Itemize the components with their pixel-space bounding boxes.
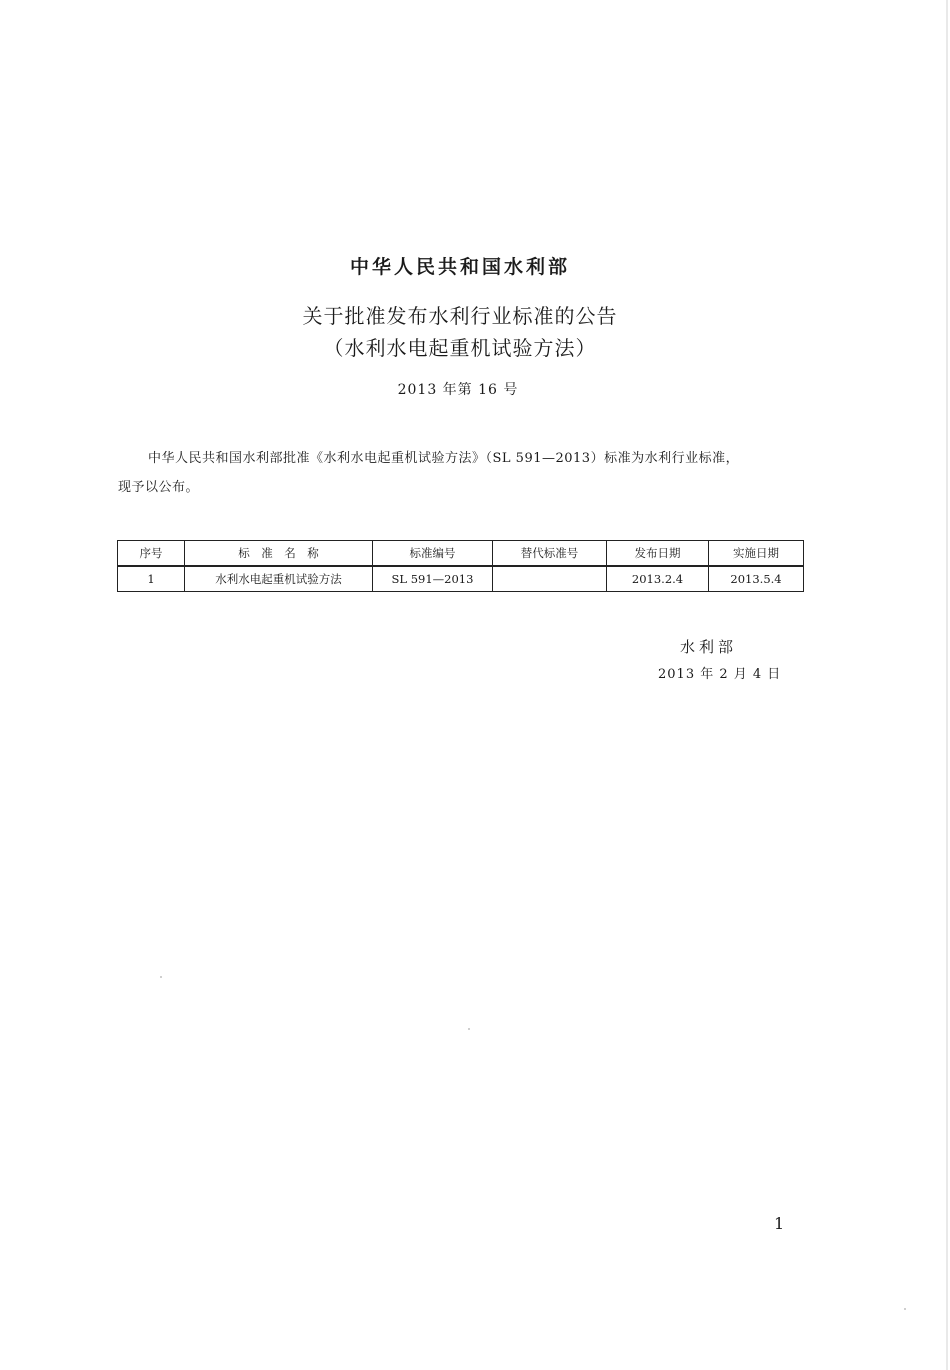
header-cell-replaced: 替代标准号 [493, 541, 607, 567]
signature-date: 2013 年 2 月 4 日 [658, 667, 782, 682]
body-line-2: 现予以公布。 [118, 480, 200, 495]
standards-table [117, 540, 804, 592]
table-row [118, 566, 804, 592]
cell-publish-date: 2013.2.4 [607, 566, 709, 592]
header-cell-serial: 序号 [118, 541, 185, 567]
announcement-subtitle: （水利水电起重机试验方法） [323, 336, 597, 360]
cell-code: SL 591—2013 [373, 566, 493, 592]
scan-speck [160, 976, 162, 978]
cell-serial: 1 [118, 566, 185, 592]
body-line-1: 中华人民共和国水利部批准《水利水电起重机试验方法》（SL 591—2013）标准为水利行业标准， [148, 451, 740, 466]
header-cell-code: 标准编号 [373, 541, 493, 567]
cell-replaced [493, 566, 607, 592]
header-cell-publish-date: 发布日期 [607, 541, 709, 567]
document-number: 2013 年第 16 号 [397, 382, 519, 398]
header-cell-effective-date: 实施日期 [709, 541, 804, 567]
header-cell-name: 标 准 名 称 [185, 541, 373, 567]
page-number: 1 [774, 1214, 785, 1233]
scan-speck [468, 1028, 470, 1030]
announcement-title: 关于批准发布水利行业标准的公告 [302, 304, 618, 328]
table-header-row [118, 541, 804, 567]
cell-effective-date: 2013.5.4 [709, 566, 804, 592]
announcement-body [118, 444, 818, 502]
scan-edge-shadow [946, 0, 948, 1370]
issuing-department: 中华人民共和国水利部 [349, 256, 570, 278]
cell-name: 水利水电起重机试验方法 [185, 566, 373, 592]
signature-organization: 水利部 [680, 638, 738, 656]
scan-speck [904, 1308, 906, 1310]
